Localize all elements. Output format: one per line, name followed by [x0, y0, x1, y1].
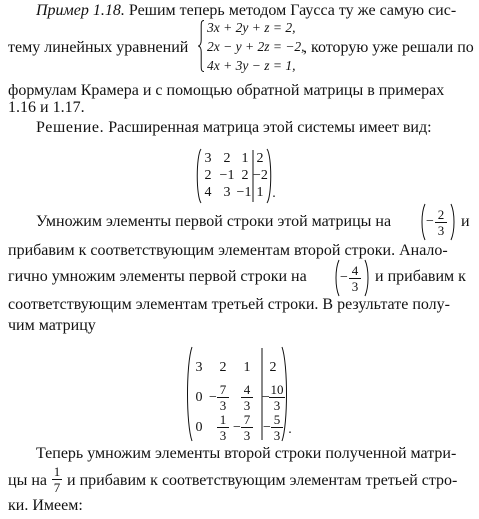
matrix-cell: 0 [195, 420, 203, 435]
line-text: соответствующим элементам третьей строки. В результате полу- [8, 296, 450, 313]
denominator: 3 [243, 398, 251, 413]
matrix-cell: 1 [243, 360, 251, 375]
fraction [217, 383, 229, 412]
numerator: 10 [270, 382, 284, 397]
solution-label: Решение. [36, 119, 105, 136]
line-text: Решим теперь методом Гаусса ту же самую сис- [124, 2, 457, 19]
paragraph-line [67, 472, 457, 490]
fraction [241, 383, 253, 412]
denominator: 7 [53, 480, 61, 495]
matrix-trailing-period: . [288, 422, 292, 437]
paragraph-line [8, 497, 83, 515]
denominator: 3 [273, 398, 281, 413]
paragraph-line [8, 268, 307, 286]
paragraph-line [36, 119, 432, 137]
matrix-cell: 2 [241, 168, 249, 183]
numerator: 5 [273, 412, 281, 427]
numerator: 7 [219, 382, 227, 397]
line-text: и прибавим к [375, 268, 466, 285]
denominator: 3 [273, 428, 281, 443]
line-text: 1.16 и 1.17. [8, 99, 85, 116]
denominator: 3 [219, 428, 227, 443]
minus-sign: − [340, 270, 348, 285]
matrix-cell: −1 [219, 168, 235, 183]
augmented-matrix-1 [195, 148, 285, 204]
fraction [241, 413, 253, 442]
paragraph-line [36, 213, 391, 231]
example-label: Пример 1.18. [36, 2, 125, 19]
paragraph-line [461, 213, 470, 231]
matrix-cell: 3 [223, 185, 231, 200]
matrix-cell: 3 [195, 360, 203, 375]
paragraph-line [8, 317, 96, 335]
equation-1: 3x + 2y + z = 2, [207, 20, 296, 35]
matrix-cell: 2 [223, 151, 231, 166]
line-text: Умножим элементы первой строки этой матрицы на [36, 213, 392, 230]
equation-2: 2x − y + 2z = −2, [207, 39, 305, 54]
paragraph-line [375, 268, 466, 286]
fraction-factor-3 [52, 465, 62, 494]
line-text: ки. Имеем: [8, 497, 83, 514]
matrix-cell: 2 [219, 360, 227, 375]
augmented-matrix-2 [186, 346, 298, 442]
matrix-cell: 2 [269, 360, 277, 375]
denominator: 3 [243, 428, 251, 443]
line-text: прибавим к соответствующим элементам второй строки. Анало- [8, 242, 448, 259]
line-text: тему линейных уравнений [8, 39, 189, 56]
numerator: 2 [437, 207, 445, 222]
paragraph-line [8, 296, 450, 314]
paragraph-line [8, 39, 188, 57]
fraction-factor-2 [334, 259, 370, 297]
matrix-cell: 0 [195, 390, 203, 405]
matrix-cell: 1 [241, 151, 249, 166]
matrix-cell: −1 [236, 185, 252, 200]
matrix-cell: 4 [204, 185, 212, 200]
line-text: и [461, 213, 470, 230]
matrix-trailing-period: . [272, 186, 276, 201]
fraction-factor-1 [420, 203, 456, 241]
line-text: , которую уже решали по [303, 39, 474, 56]
paragraph-line [8, 472, 47, 490]
paragraph-line [36, 2, 456, 20]
matrix-cell: 2 [204, 168, 212, 183]
matrix-cell: 3 [204, 151, 212, 166]
line-text: Расширенная матрица этой системы имеет вид: [104, 119, 432, 136]
line-text: цы на [8, 472, 47, 489]
line-text: и прибавим к соответствующим элементам третьей стро- [67, 472, 458, 489]
line-text: чим матрицу [8, 317, 96, 334]
paragraph-line [303, 39, 474, 57]
fraction [271, 413, 283, 442]
curly-brace [198, 20, 205, 72]
minus-sign: − [233, 420, 241, 435]
matrix-cell: −2 [253, 168, 268, 183]
equation-3: 4x + 3y − z = 1, [207, 58, 296, 73]
line-text: гично умножим элементы первой строки на [8, 268, 307, 285]
denominator: 3 [351, 279, 359, 294]
paragraph-line [8, 242, 448, 260]
fraction [435, 208, 447, 237]
fraction [349, 264, 361, 293]
fraction [217, 413, 229, 442]
paragraph-line [8, 82, 444, 100]
matrix-cell: 1 [256, 185, 264, 200]
line-text: Теперь умножим элементы второй строки полученной матри- [36, 445, 457, 462]
denominator: 3 [437, 223, 445, 238]
numerator: 1 [53, 464, 61, 479]
minus-sign: − [262, 390, 270, 405]
paragraph-line [36, 445, 456, 463]
line-text: формулам Крамера и с помощью обратной матрицы в примерах [8, 82, 445, 99]
numerator: 7 [243, 412, 251, 427]
minus-sign: − [426, 214, 434, 229]
minus-sign: − [263, 420, 271, 435]
numerator: 4 [351, 263, 359, 278]
denominator: 3 [219, 398, 227, 413]
matrix-cell: 2 [256, 151, 264, 166]
numerator: 1 [219, 412, 227, 427]
numerator: 4 [243, 382, 251, 397]
fraction [269, 383, 285, 412]
minus-sign: − [209, 390, 217, 405]
equation-system [198, 19, 308, 75]
paragraph-line [8, 99, 85, 117]
